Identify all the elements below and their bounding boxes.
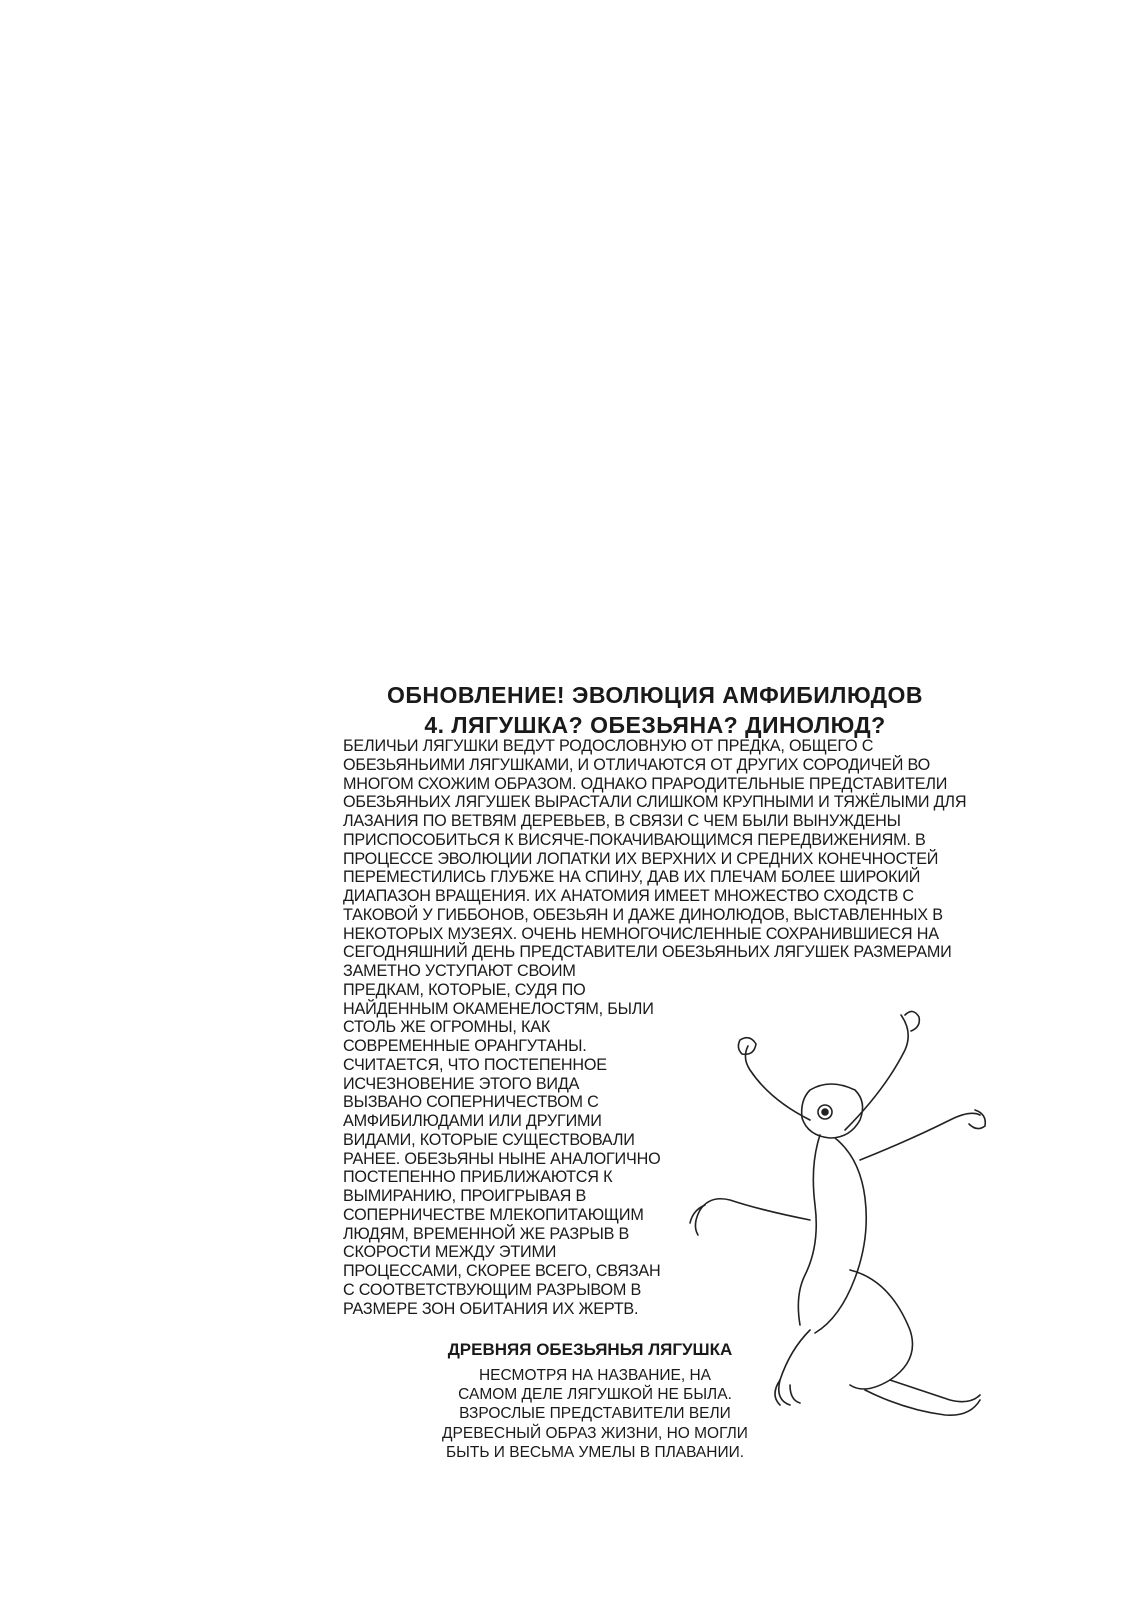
body-text-line: ПРИСПОСОБИТЬСЯ К ВИСЯЧЕ-ПОКАЧИВАЮЩИМСЯ ПЕРЕДВИЖЕНИЯМ. В	[343, 830, 926, 849]
body-text-line: ЛАЗАНИЯ ПО ВЕТВЯМ ДЕРЕВЬЕВ, В СВЯЗИ С ЧЕМ БЫЛИ ВЫНУЖДЕНЫ	[343, 812, 901, 830]
page-title-line-2: 4. ЛЯГУШКА? ОБЕЗЬЯНА? ДИНОЛЮД?	[424, 712, 886, 738]
body-text-line: ПОСТЕПЕННО ПРИБЛИЖАЮТСЯ К	[343, 1168, 613, 1187]
body-text-line: ОБЕЗЬЯНЬИХ ЛЯГУШЕК ВЫРАСТАЛИ СЛИШКОМ КРУПНЫМИ И ТЯЖЁЛЫМИ ДЛЯ	[343, 793, 967, 812]
body-text-line: НЕКОТОРЫХ МУЗЕЯХ. ОЧЕНЬ НЕМНОГОЧИСЛЕННЫЕ СОХРАНИВШИЕСЯ НА	[343, 924, 939, 943]
body-text-line: ПРОЦЕССАМИ, СКОРЕЕ ВСЕГО, СВЯЗАН	[343, 1262, 661, 1280]
body-text-line: ПЕРЕМЕСТИЛИСЬ ГЛУБЖЕ НА СПИНУ, ДАВ ИХ ПЛЕЧАМ БОЛЕЕ ШИРОКИЙ	[343, 868, 921, 887]
body-text-line: ИСЧЕЗНОВЕНИЕ ЭТОГО ВИДА	[343, 1074, 580, 1093]
caption-heading: ДРЕВНЯЯ ОБЕЗЬЯНЬЯ ЛЯГУШКА	[447, 1340, 733, 1359]
body-text-line: СТОЛЬ ЖЕ ОГРОМНЫ, КАК	[343, 1018, 551, 1037]
caption-line: САМОМ ДЕЛЕ ЛЯГУШКОЙ НЕ БЫЛА.	[458, 1386, 732, 1404]
body-text-line: РАНЕЕ. ОБЕЗЬЯНЫ НЫНЕ АНАЛОГИЧНО	[343, 1149, 661, 1168]
body-text-line: БЕЛИЧЬИ ЛЯГУШКИ ВЕДУТ РОДОСЛОВНУЮ ОТ ПРЕДКА, ОБЩЕГО С	[343, 737, 874, 755]
body-text-line: АМФИБИЛЮДАМИ ИЛИ ДРУГИМИ	[343, 1112, 602, 1130]
body-text-line: СЧИТАЕТСЯ, ЧТО ПОСТЕПЕННОЕ	[343, 1055, 607, 1074]
body-text-line: ВЫМИРАНИЮ, ПРОИГРЫВАЯ В	[343, 1187, 587, 1205]
body-text-line: СКОРОСТИ МЕЖДУ ЭТИМИ	[343, 1243, 557, 1262]
body-text-line: ЗАМЕТНО УСТУПАЮТ СВОИМ	[343, 962, 576, 980]
body-text-line: ВЫЗВАНО СОПЕРНИЧЕСТВОМ С	[343, 1093, 599, 1112]
body-text-line: ДИАПАЗОН ВРАЩЕНИЯ. ИХ АНАТОМИЯ ИМЕЕТ МНОЖЕСТВО СХОДСТВ С	[343, 887, 914, 905]
body-text-line: СОВРЕМЕННЫЕ ОРАНГУТАНЫ.	[343, 1037, 587, 1055]
body-text-line: СОПЕРНИЧЕСТВЕ МЛЕКОПИТАЮЩИМ	[343, 1205, 644, 1224]
body-text-line: ОБЕЗЬЯНЬИМИ ЛЯГУШКАМИ, И ОТЛИЧАЮТСЯ ОТ ДРУГИХ СОРОДИЧЕЙ ВО	[343, 755, 930, 774]
caption-text	[430, 1366, 760, 1462]
body-text-line: НАЙДЕННЫМ ОКАМЕНЕЛОСТЯМ, БЫЛИ	[343, 999, 654, 1018]
body-text-line: ПРЕДКАМ, КОТОРЫЕ, СУДЯ ПО	[343, 980, 586, 999]
body-text-line: МНОГОМ СХОЖИМ ОБРАЗОМ. ОДНАКО ПРАРОДИТЕЛЬНЫЕ ПРЕДСТАВИТЕЛИ	[343, 774, 948, 793]
caption-line: ВЗРОСЛЫЕ ПРЕДСТАВИТЕЛИ ВЕЛИ	[459, 1405, 731, 1423]
body-text-line: ЛЮДЯМ, ВРЕМЕННОЙ ЖЕ РАЗРЫВ В	[343, 1224, 630, 1243]
page-title-line-1: ОБНОВЛЕНИЕ! ЭВОЛЮЦИЯ АМФИБИЛЮДОВ	[387, 682, 923, 708]
body-text-line: РАЗМЕРЕ ЗОН ОБИТАНИЯ ИХ ЖЕРТВ.	[343, 1299, 639, 1318]
caption-line: ДРЕВЕСНЫЙ ОБРАЗ ЖИЗНИ, НО МОГЛИ	[442, 1424, 748, 1442]
caption-line: НЕСМОТРЯ НА НАЗВАНИЕ, НА	[478, 1367, 712, 1384]
caption-line: БЫТЬ И ВЕСЬМА УМЕЛЫ В ПЛАВАНИИ.	[445, 1443, 745, 1461]
body-text-line: С СООТВЕТСТВУЮЩИМ РАЗРЫВОМ В	[343, 1280, 642, 1299]
body-text-line: ТАКОВОЙ У ГИББОНОВ, ОБЕЗЬЯН И ДАЖЕ ДИНОЛЮДОВ, ВЫСТАВЛЕННЫХ В	[343, 905, 943, 924]
body-text-line: ПРОЦЕССЕ ЭВОЛЮЦИИ ЛОПАТКИ ИХ ВЕРХНИХ И СРЕДНИХ КОНЕЧНОСТЕЙ	[343, 849, 939, 868]
body-text-line: ВИДАМИ, КОТОРЫЕ СУЩЕСТВОВАЛИ	[343, 1130, 635, 1149]
body-text-line: СЕГОДНЯШНИЙ ДЕНЬ ПРЕДСТАВИТЕЛИ ОБЕЗЬЯНЬИХ ЛЯГУШЕК РАЗМЕРАМИ	[343, 943, 952, 962]
